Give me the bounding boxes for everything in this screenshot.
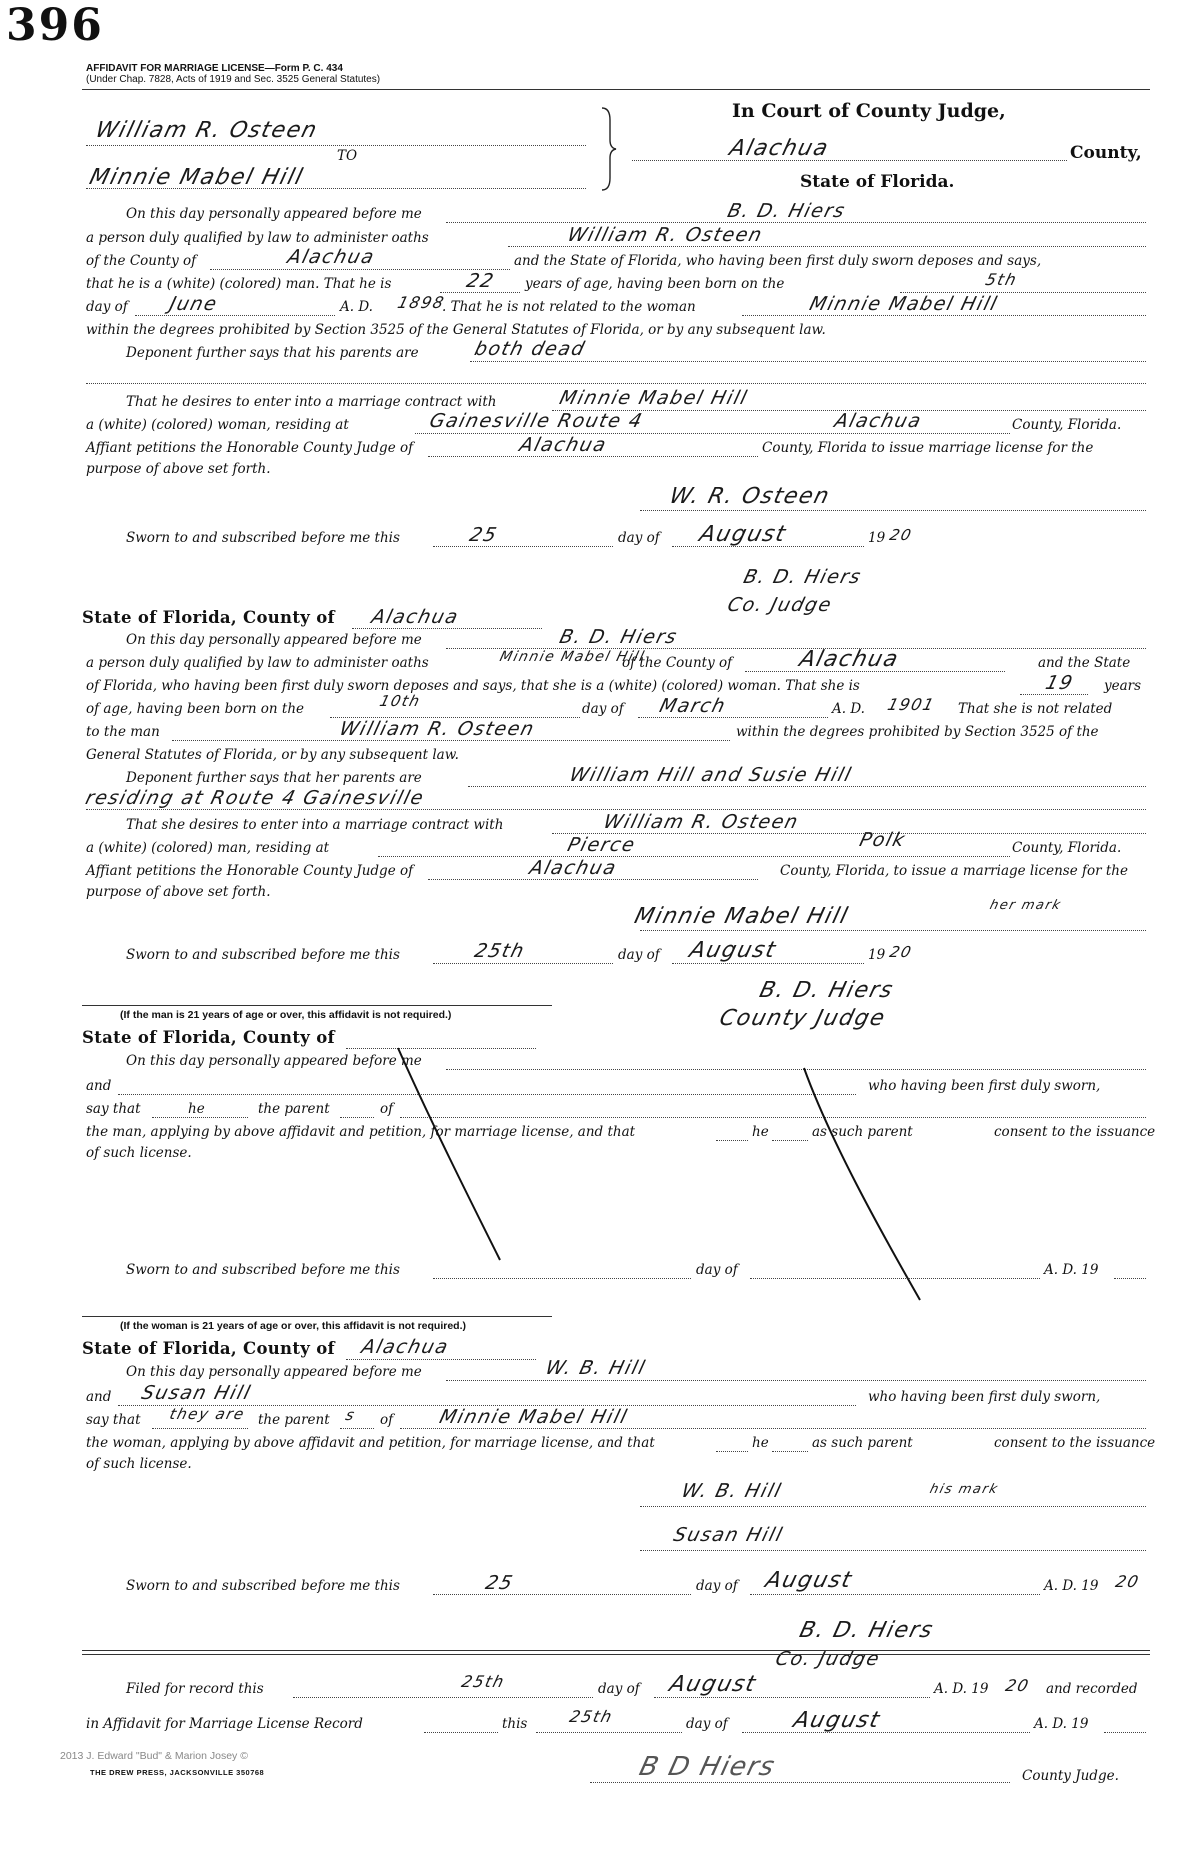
bride-line9b: County, Florida.: [1012, 840, 1122, 856]
bride-sworn-day: 25th: [472, 940, 528, 962]
court-heading: In Court of County Judge,: [732, 100, 1006, 122]
woman-sig-mark: his mark: [928, 1482, 1001, 1497]
bride-officer: B. D. Hiers: [557, 626, 681, 648]
rule: [152, 1428, 248, 1429]
groom-affiant: William R. Osteen: [565, 224, 766, 246]
bride-line4c: A. D.: [832, 701, 865, 717]
bride-county: Alachua: [796, 647, 902, 672]
woman-consent-heading: State of Florida, County of: [82, 1339, 335, 1358]
bride-line2c: and the State: [1038, 655, 1131, 671]
copyright-note: 2013 J. Edward "Bud" & Marion Josey ©: [60, 1750, 248, 1762]
bride-year-prefix: 19: [868, 947, 886, 963]
woman-officer-signature: B. D. Hiers: [796, 1618, 937, 1643]
bride-res-county: Polk: [857, 829, 909, 851]
woman-sworn: Sworn to and subscribed before me this: [126, 1578, 400, 1594]
woman-line3a: say that: [86, 1412, 141, 1428]
filed-line2d: A. D. 19: [1034, 1716, 1089, 1732]
woman-sig1: W. B. Hill: [679, 1480, 785, 1502]
rule: [640, 1550, 1146, 1551]
form-title: AFFIDAVIT FOR MARRIAGE LICENSE—Form P. C. 434: [86, 63, 343, 74]
bride-heading: State of Florida, County of: [82, 608, 335, 627]
rule: [654, 1697, 930, 1698]
rule: [293, 1697, 593, 1698]
rule: [716, 1451, 748, 1452]
woman-plural-s: s: [343, 1406, 358, 1424]
footer-rule: [82, 1650, 1150, 1651]
woman-sig2: Susan Hill: [671, 1524, 786, 1546]
woman-line3b: the parent: [258, 1412, 330, 1428]
rule: [433, 1594, 691, 1595]
groom-line3b: and the State of Florida, who having been first duly sworn deposes and says,: [514, 253, 1042, 269]
woman-sworn-day: 25: [483, 1572, 516, 1594]
groom-judge-county: Alachua: [517, 434, 610, 456]
groom-parents: both dead: [472, 338, 588, 360]
filed-year: 20: [1003, 1676, 1032, 1695]
bride-line8: That she desires to enter into a marriage contract with: [126, 817, 504, 833]
groom-contract: Minnie Mabel Hill: [557, 387, 751, 409]
judge-signature: B D Hiers: [636, 1752, 779, 1782]
woman-line2b: who having been first duly sworn,: [868, 1389, 1101, 1405]
groom-sworn: Sworn to and subscribed before me this: [126, 530, 400, 546]
woman-line2a: and: [86, 1389, 112, 1405]
filed-month2: August: [790, 1708, 884, 1733]
groom-line9: a (white) (colored) woman, residing at: [86, 417, 349, 433]
bride-officer-signature: B. D. Hiers: [756, 978, 897, 1003]
woman-officer-title: Co. Judge: [773, 1648, 883, 1670]
groom-line8: That he desires to enter into a marriage contract with: [126, 394, 497, 410]
bride-parents-residing: residing at Route 4 Gainesville: [83, 787, 427, 809]
groom-birth-year: 1898: [395, 293, 448, 312]
groom-res-county: Alachua: [832, 410, 925, 432]
bride-birth-day: 10th: [377, 692, 423, 710]
rule: [590, 1782, 1010, 1783]
woman-ad: A. D. 19: [1044, 1578, 1099, 1594]
state-florida: State of Florida.: [800, 172, 955, 192]
groom-dayof: day of: [618, 530, 660, 546]
woman-child: Minnie Mabel Hill: [437, 1406, 631, 1428]
groom-line5c: . That he is not related to the woman: [442, 299, 696, 315]
bride-residing: Pierce: [565, 834, 639, 856]
filed-day: 25th: [459, 1672, 508, 1691]
man-line4b: he: [752, 1124, 769, 1140]
filed-line1d: and recorded: [1046, 1681, 1138, 1697]
man-line1: On this day personally appeared before me: [126, 1053, 422, 1069]
header-county: Alachua: [726, 136, 832, 161]
groom-line2: a person duly qualified by law to administer oaths: [86, 230, 429, 246]
woman-line3c: of: [380, 1412, 394, 1428]
bride-line5b: within the degrees prohibited by Section 3525 of the: [736, 724, 1099, 740]
man-consent-heading: State of Florida, County of: [82, 1028, 335, 1047]
filed-line1b: day of: [598, 1681, 640, 1697]
filed-line2c: day of: [686, 1716, 728, 1732]
bride-line6: General Statutes of Florida, or by any subsequent law.: [86, 747, 459, 763]
bride-line4d: That she is not related: [958, 701, 1113, 717]
groom-line11: purpose of above set forth.: [86, 461, 271, 477]
bride-line3a: of Florida, who having been first duly sworn deposes and says, that she is a (white) (colored) woman. That she is: [86, 678, 860, 694]
groom-line4a: that he is a (white) (colored) man. That he is: [86, 276, 392, 292]
filed-line1a: Filed for record this: [126, 1681, 264, 1697]
county-label: County,: [1070, 143, 1142, 163]
man-line2b: who having been first duly sworn,: [868, 1078, 1101, 1094]
groom-line9b: County, Florida.: [1012, 417, 1122, 433]
bride-line5a: to the man: [86, 724, 160, 740]
man-line4c: as such parent: [812, 1124, 913, 1140]
bride-age: 19: [1043, 672, 1076, 694]
rule: [536, 1732, 682, 1733]
footer-rule: [82, 1654, 1150, 1655]
bride-contract: William R. Osteen: [601, 811, 802, 833]
bride-line4b: day of: [582, 701, 624, 717]
bride-heading-county: Alachua: [369, 606, 462, 628]
groom-signature: W. R. Osteen: [666, 484, 833, 509]
groom-sworn-month: August: [696, 522, 790, 547]
rule: [400, 1428, 1146, 1429]
man-line3d: of: [380, 1101, 394, 1117]
woman-heading-county: Alachua: [359, 1336, 452, 1358]
filed-day2: 25th: [567, 1707, 616, 1726]
bride-parents: William Hill and Susie Hill: [567, 764, 855, 786]
bride-birth-year: 1901: [885, 695, 938, 714]
groom-line1: On this day personally appeared before me: [126, 206, 422, 222]
rule: [1104, 1732, 1146, 1733]
man-dayof: day of: [696, 1262, 738, 1278]
bride-line10b: County, Florida, to issue a marriage license for the: [780, 863, 1128, 879]
man-ad: A. D. 19: [1044, 1262, 1099, 1278]
rule: [750, 1594, 1040, 1595]
man-line4a: the man, applying by above affidavit and petition, for marriage license, and that: [86, 1124, 636, 1140]
rule: [346, 1359, 536, 1360]
bride-line7: Deponent further says that her parents are: [126, 770, 422, 786]
page-number: 396: [6, 0, 104, 51]
rule: [446, 1380, 1146, 1381]
groom-officer: B. D. Hiers: [725, 200, 849, 222]
bride-dayof: day of: [618, 947, 660, 963]
section-rule: [82, 1316, 552, 1317]
to-label: TO: [337, 148, 358, 164]
groom-officer-title: Co. Judge: [725, 594, 835, 616]
groom-line5b: A. D.: [340, 299, 373, 315]
groom-line6: within the degrees prohibited by Section 3525 of the General Statutes of Florida, or by any subsequent law.: [86, 322, 826, 338]
groom-sworn-year: 20: [887, 526, 915, 544]
woman-they-are: they are: [167, 1405, 248, 1423]
filed-line2a: in Affidavit for Marriage License Record: [86, 1716, 363, 1732]
bride-judge-county: Alachua: [527, 857, 620, 879]
woman-consent-note: (If the woman is 21 years of age or over, this affidavit is not required.): [120, 1320, 467, 1332]
woman-line5: of such license.: [86, 1456, 192, 1472]
bride-line2a: a person duly qualified by law to administer oaths: [86, 655, 429, 671]
groom-residing: Gainesville Route 4: [427, 410, 646, 432]
rule: [640, 1506, 1146, 1507]
bride-line11: purpose of above set forth.: [86, 884, 271, 900]
woman-line4a: the woman, applying by above affidavit and petition, for marriage license, and that: [86, 1435, 655, 1451]
bride-sworn-year: 20: [887, 943, 915, 961]
woman-line1: On this day personally appeared before me: [126, 1364, 422, 1380]
bride-birth-month: March: [657, 695, 729, 717]
man-line3b: he: [188, 1101, 205, 1117]
bride-sworn: Sworn to and subscribed before me this: [126, 947, 400, 963]
woman-sworn-month: August: [762, 1568, 856, 1593]
rule: [340, 1428, 374, 1429]
groom-line5a: day of: [86, 299, 128, 315]
press-imprint: THE DREW PRESS, JACKSONVILLE 350768: [90, 1768, 265, 1777]
rule: [424, 1732, 498, 1733]
bride-man: William R. Osteen: [337, 718, 538, 740]
groom-line7: Deponent further says that his parents are: [126, 345, 419, 361]
man-line2a: and: [86, 1078, 112, 1094]
man-line3a: say that: [86, 1101, 141, 1117]
bride-sworn-month: August: [686, 938, 780, 963]
groom-line3a: of the County of: [86, 253, 197, 269]
groom-name-header: William R. Osteen: [92, 118, 321, 143]
rule: [772, 1451, 808, 1452]
rule: [742, 1732, 1030, 1733]
bride-line9: a (white) (colored) man, residing at: [86, 840, 330, 856]
bride-officer-title: County Judge: [716, 1006, 889, 1031]
groom-officer-signature: B. D. Hiers: [741, 566, 865, 588]
man-consent-note: (If the man is 21 years of age or over, this affidavit is not required.): [120, 1009, 452, 1021]
bride-line3b: years: [1104, 678, 1142, 694]
woman-parent2: Susan Hill: [139, 1382, 254, 1404]
groom-woman: Minnie Mabel Hill: [807, 293, 1001, 315]
groom-county: Alachua: [285, 246, 378, 268]
woman-line4c: as such parent: [812, 1435, 913, 1451]
groom-birth-month: June: [167, 293, 221, 315]
filed-month: August: [666, 1672, 760, 1697]
groom-year-prefix: 19: [868, 530, 886, 546]
man-line5: of such license.: [86, 1145, 192, 1161]
man-sworn: Sworn to and subscribed before me this: [126, 1262, 400, 1278]
bride-line1: On this day personally appeared before me: [126, 632, 422, 648]
form-subtitle: (Under Chap. 7828, Acts of 1919 and Sec. 3525 General Statutes): [86, 74, 381, 85]
bride-line4a: of age, having been born on the: [86, 701, 305, 717]
groom-birth-day: 5th: [983, 270, 1020, 289]
man-line4d: consent to the issuance: [994, 1124, 1156, 1140]
man-line3c: the parent: [258, 1101, 330, 1117]
groom-age: 22: [464, 270, 497, 292]
filed-line1c: A. D. 19: [934, 1681, 989, 1697]
filed-line2b: this: [502, 1716, 528, 1732]
woman-line4b: he: [752, 1435, 769, 1451]
bride-line2b: of the County of: [622, 655, 733, 671]
county-judge-label: County Judge.: [1022, 1768, 1119, 1784]
groom-line4b: years of age, having been born on the: [525, 276, 785, 292]
woman-sworn-year: 20: [1113, 1572, 1142, 1591]
woman-parent1: W. B. Hill: [543, 1357, 649, 1379]
bride-signature: Minnie Mabel Hill: [631, 904, 852, 929]
groom-line10a: Affiant petitions the Honorable County Judge of: [86, 440, 414, 456]
groom-sworn-day: 25: [467, 524, 500, 546]
groom-line10b: County, Florida to issue marriage license for the: [762, 440, 1094, 456]
bride-affiant: Minnie Mabel Hill: [498, 649, 647, 665]
woman-dayof: day of: [696, 1578, 738, 1594]
bride-line10a: Affiant petitions the Honorable County Judge of: [86, 863, 414, 879]
bride-name-header: Minnie Mabel Hill: [86, 165, 307, 190]
woman-line4d: consent to the issuance: [994, 1435, 1156, 1451]
bride-mark: her mark: [988, 898, 1064, 913]
